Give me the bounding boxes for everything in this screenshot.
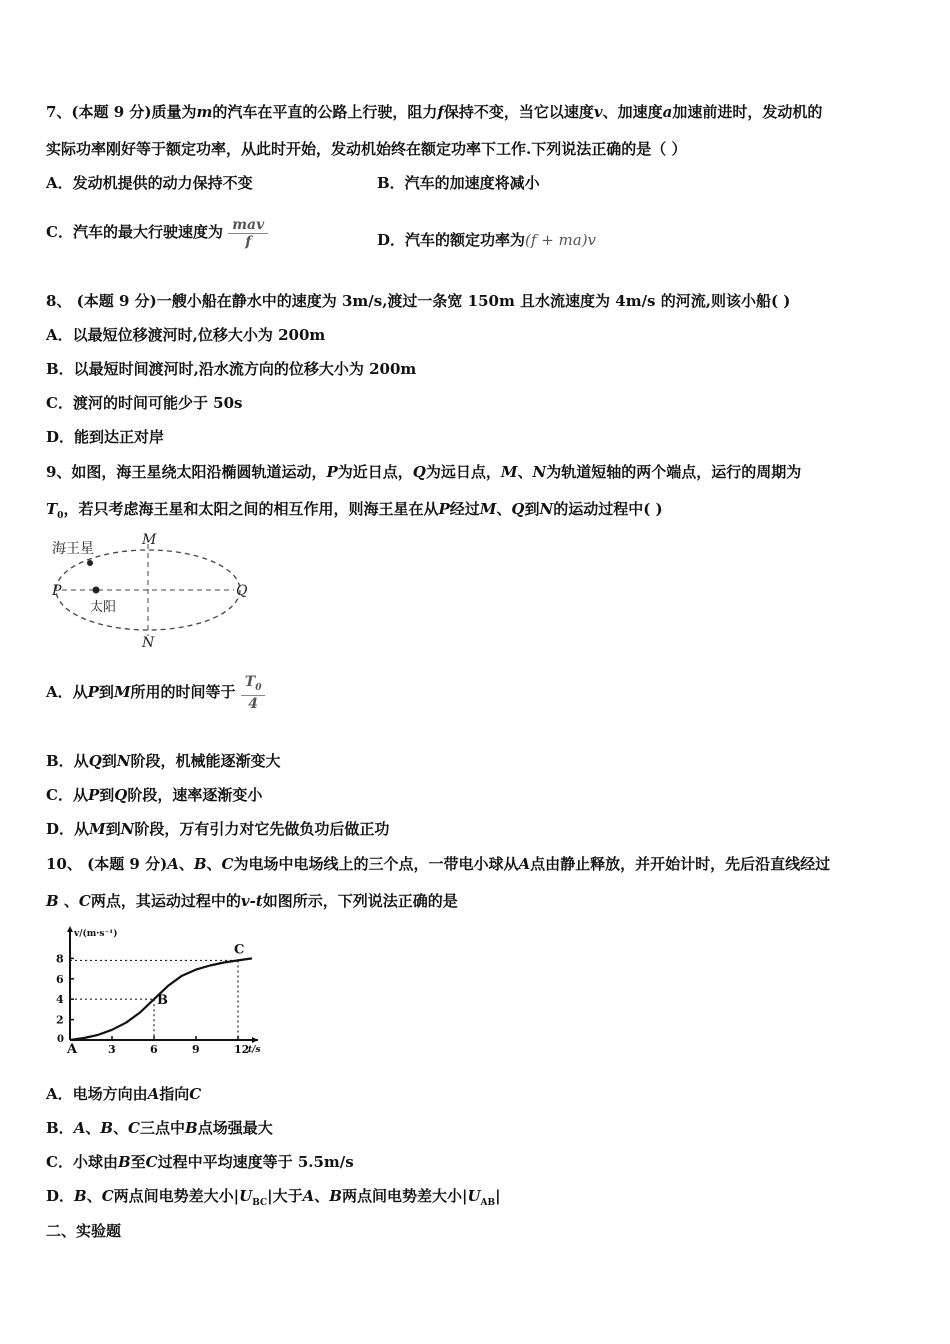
- var-Q: Q: [412, 463, 426, 481]
- subscript: BC: [252, 1198, 268, 1208]
- var-B: B: [185, 1119, 198, 1137]
- var-M: M: [89, 820, 106, 838]
- x-tick-label: 9: [192, 1043, 200, 1056]
- var-v: v: [593, 103, 603, 121]
- var-M: M: [500, 463, 518, 481]
- q10-stem-text: 、: [58, 892, 79, 910]
- fraction-numerator: mav: [228, 217, 268, 234]
- var-P: P: [326, 463, 338, 481]
- x-axis-arrow: [252, 1037, 258, 1043]
- q7-stem-text: 加速前进时，发动机的: [672, 103, 823, 121]
- q9-stem-text: 为近日点，: [337, 463, 413, 481]
- q7-stem-line2: 实际功率刚好等于额定功率，从此时开始，发动机始终在额定功率下工作.下列说法正确的是（ ）: [46, 140, 687, 158]
- q7-option-b: B．汽车的加速度将减小: [377, 174, 540, 192]
- var-C: C: [189, 1085, 202, 1103]
- x-tick-label: 6: [150, 1043, 158, 1056]
- var-N: N: [120, 820, 135, 838]
- var-M: M: [113, 683, 131, 701]
- q7-option-d: [377, 230, 596, 250]
- separator: 、: [85, 1119, 101, 1137]
- var-A: A: [518, 855, 531, 873]
- point-label-B: B: [157, 993, 168, 1009]
- q9-stem-text: 为远日点，: [425, 463, 501, 481]
- var-Q: Q: [88, 752, 102, 770]
- q9-option-d-text: 到: [105, 820, 121, 838]
- q10-option-b-text: 三点中: [140, 1119, 186, 1137]
- q8-option-b: B．以最短时间渡河时,沿水流方向的位移大小为 200m: [46, 360, 417, 378]
- q10-option-a-text: 指向: [159, 1085, 190, 1103]
- q9-stem-text: 到: [524, 500, 540, 518]
- fraction-numerator: [241, 674, 266, 697]
- var-T0: T: [46, 500, 58, 518]
- q10-option-a-text: A．电场方向由: [46, 1085, 148, 1103]
- q10-option-c-text: 过程中平均速度等于 5.5m/s: [157, 1153, 354, 1171]
- var-U: U: [239, 1187, 253, 1205]
- separator: 、: [206, 855, 222, 873]
- q10-stem-text: 10、 (本题 9 分): [46, 855, 168, 873]
- separator: 、: [496, 500, 512, 518]
- separator: 、: [86, 1187, 102, 1205]
- q9-stem-text: 9、如图，海王星绕太阳沿椭圆轨道运动，: [46, 463, 327, 481]
- x-axis-label: t/s: [248, 1045, 261, 1055]
- var-A: A: [73, 1119, 86, 1137]
- q7-stem-text: 保持不变，当它以速度: [443, 103, 594, 121]
- var-a: a: [662, 103, 673, 121]
- var-N: N: [532, 463, 547, 481]
- q9-option-b-text: B．从: [46, 752, 89, 770]
- var-A: A: [167, 855, 179, 873]
- var-P: P: [87, 683, 99, 701]
- subscript: 0: [255, 682, 262, 693]
- q7-stem-text: 的汽车在平直的公路上行驶，阻力: [212, 103, 438, 121]
- var-B: B: [100, 1119, 114, 1137]
- q10-stem-text: 如图所示，下列说法正确的是: [262, 892, 458, 910]
- q7-option-a: A．发动机提供的动力保持不变: [46, 174, 253, 192]
- q10-option-c-text: C．小球由: [46, 1153, 118, 1171]
- x-tick-label: 12: [234, 1043, 250, 1056]
- q9-stem-text: 的运动过程中( ): [553, 500, 663, 518]
- q10-option-d-text: 两点间电势差大小|: [113, 1187, 240, 1205]
- y-tick-label: 8: [56, 952, 64, 966]
- q10-option-d-text: 两点间电势差大小|: [341, 1187, 468, 1205]
- q9-option-b-text: 阶段，机械能逐渐变大: [130, 752, 281, 770]
- fraction-denominator: f: [245, 233, 252, 250]
- subscript: AB: [480, 1198, 496, 1208]
- y-tick-label: 4: [56, 993, 64, 1007]
- var-T: T: [244, 673, 256, 690]
- var-B: B: [329, 1187, 342, 1205]
- q9-stem-line2: [46, 499, 663, 526]
- q7-option-d-text: D．汽车的额定功率为: [377, 231, 526, 249]
- q10-option-c: [46, 1152, 354, 1172]
- var-Q: Q: [511, 500, 525, 518]
- q10-stem-text: 点由静止释放，并开始计时，先后沿直线经过: [530, 855, 831, 873]
- var-A: A: [147, 1085, 160, 1103]
- q9-stem-text: 为轨道短轴的两个端点，运行的周期为: [546, 463, 802, 481]
- q10-option-b-text: B．: [46, 1119, 74, 1137]
- q9-option-a-text: 到: [98, 683, 114, 701]
- q8-option-a: A．以最短位移渡河时,位移大小为 200m: [46, 326, 326, 344]
- q9-option-b-text: 到: [101, 752, 117, 770]
- section-heading: 二、实验题: [46, 1222, 122, 1240]
- subscript: 0: [57, 511, 64, 521]
- separator: 、: [113, 1119, 129, 1137]
- var-M: M: [479, 500, 497, 518]
- var-B: B: [46, 892, 59, 910]
- q9-stem-text: 经过: [449, 500, 480, 518]
- var-P: P: [87, 786, 100, 804]
- var-A: A: [302, 1187, 315, 1205]
- var-B: B: [74, 1187, 87, 1205]
- q10-option-c-text: 至: [130, 1153, 146, 1171]
- var-B: B: [117, 1153, 131, 1171]
- separator: 、: [314, 1187, 330, 1205]
- point-Q-label: Q: [236, 583, 248, 599]
- var-C: C: [145, 1153, 158, 1171]
- sun-label: 太阳: [90, 600, 117, 615]
- q7-option-c: [46, 208, 268, 256]
- q10-stem-text: 两点，其运动过程中的: [90, 892, 241, 910]
- var-Q: Q: [114, 786, 128, 804]
- q9-option-c-text: C．从: [46, 786, 88, 804]
- orbit-diagram: [48, 530, 258, 650]
- q9-option-c-text: 阶段，速率逐渐变小: [127, 786, 263, 804]
- sun-dot: [93, 587, 100, 594]
- var-C: C: [78, 892, 91, 910]
- q9-option-d-text: D．从: [46, 820, 90, 838]
- q9-option-a: [46, 668, 265, 716]
- point-P-label: P: [52, 583, 62, 599]
- q10-stem-text: 为电场中电场线上的三个点，一带电小球从: [233, 855, 519, 873]
- q10-option-d-text: D．: [46, 1187, 75, 1205]
- fraction-T0-over-4: [241, 674, 266, 713]
- var-P: P: [438, 500, 450, 518]
- point-M-label: M: [142, 532, 157, 548]
- q9-option-a-text: 所用的时间等于: [130, 683, 236, 701]
- q8-option-c: C．渡河的时间可能少于 50s: [46, 394, 243, 412]
- q9-option-d-text: 阶段，万有引力对它先做负功后做正功: [134, 820, 390, 838]
- rated-power-expression: (f + ma)v: [525, 231, 597, 249]
- q9-option-b: [46, 751, 281, 771]
- q9-option-a-text: A．从: [46, 683, 88, 701]
- q9-option-d: [46, 819, 389, 839]
- q9-option-c-text: 到: [99, 786, 115, 804]
- q9-option-c: [46, 785, 262, 805]
- fraction-denominator: 4: [248, 696, 259, 713]
- var-m: m: [196, 103, 213, 121]
- point-N-label: N: [142, 635, 155, 651]
- y-tick-label: 2: [56, 1013, 64, 1027]
- q7-stem-text: 7、(本题 9 分)质量为: [46, 103, 197, 121]
- q9-stem-text: ，若只考虑海王星和太阳之间的相互作用，则海王星在从: [63, 500, 439, 518]
- var-C: C: [221, 855, 234, 873]
- q10-option-b-text: 点场强最大: [197, 1119, 273, 1137]
- q10-option-d: [46, 1186, 501, 1213]
- var-C: C: [101, 1187, 114, 1205]
- q10-option-d-text: |大于: [267, 1187, 303, 1205]
- neptune-dot: [87, 560, 93, 566]
- q7-option-c-text: C．汽车的最大行驶速度为: [46, 223, 223, 241]
- var-f: f: [437, 103, 444, 121]
- q10-option-a: [46, 1084, 201, 1104]
- point-label-A: A: [67, 1042, 78, 1057]
- q10-option-b: [46, 1118, 273, 1138]
- point-label-C: C: [234, 942, 245, 958]
- q10-stem-line2: [46, 891, 458, 911]
- var-B: B: [193, 855, 207, 873]
- var-N: N: [539, 500, 554, 518]
- q9-stem-line1: [46, 462, 801, 482]
- vt-chart: [46, 922, 261, 1057]
- var-N: N: [116, 752, 131, 770]
- neptune-label: 海王星: [52, 541, 94, 557]
- y-tick-label: 6: [56, 972, 64, 986]
- x-tick-label: 3: [108, 1043, 116, 1056]
- q7-stem-text: 、加速度: [602, 103, 663, 121]
- q8-option-d: D．能到达正对岸: [46, 428, 165, 446]
- y-axis-arrow: [67, 926, 73, 932]
- var-U: U: [467, 1187, 481, 1205]
- fraction-mav-over-f: [228, 217, 268, 250]
- var-vt: v-t: [240, 892, 263, 910]
- origin-label: 0: [57, 1034, 64, 1045]
- var-C: C: [128, 1119, 140, 1137]
- q8-stem: 8、 (本题 9 分)一艘小船在静水中的速度为 3m/s,渡过一条宽 150m 且水流速度为 4m/s 的河流,则该小船( ): [46, 292, 791, 310]
- q10-option-d-text: |: [495, 1187, 501, 1205]
- separator: 、: [517, 463, 533, 481]
- q7-stem-line1: [46, 102, 822, 122]
- y-axis-label: v/(m·s⁻¹): [74, 929, 118, 939]
- q10-stem-line1: [46, 854, 830, 874]
- separator: 、: [178, 855, 194, 873]
